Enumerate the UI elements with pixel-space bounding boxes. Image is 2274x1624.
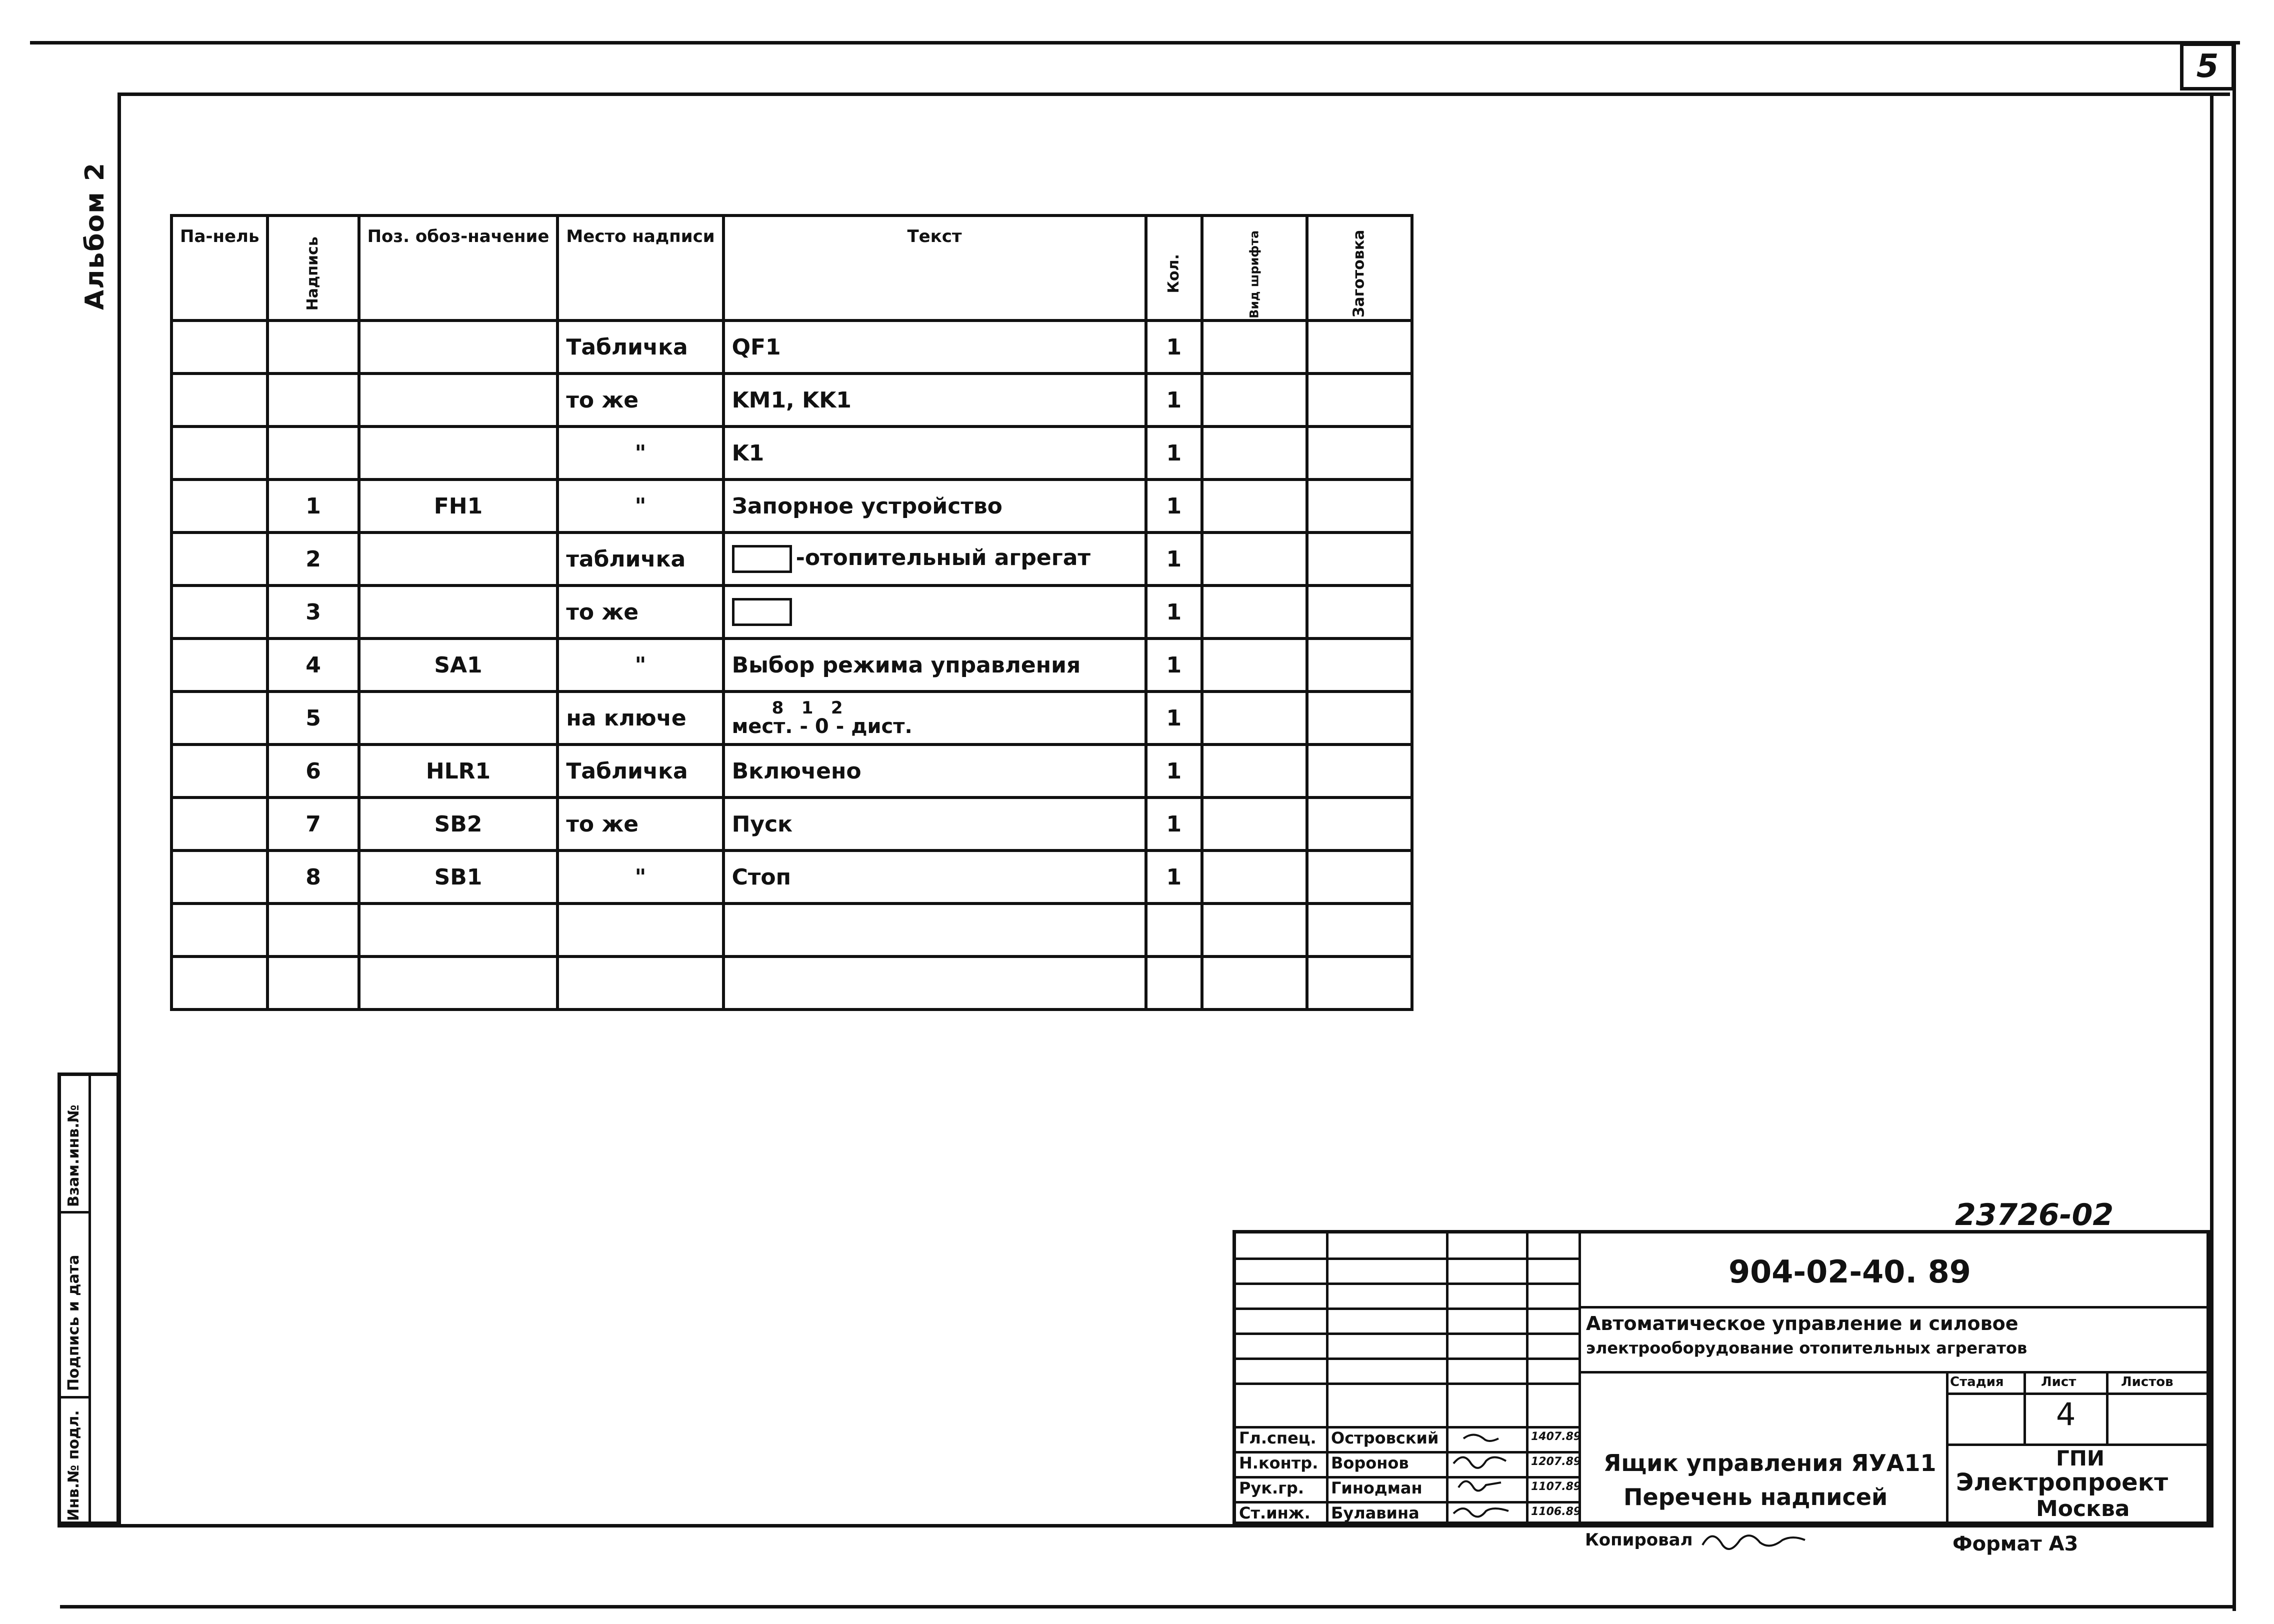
cell-text: KM1, KK1 bbox=[724, 374, 1146, 426]
table-row bbox=[172, 850, 1412, 904]
copier-signature bbox=[1700, 1525, 1810, 1555]
cell-font bbox=[1202, 798, 1307, 850]
cell-blank bbox=[1307, 744, 1412, 798]
signer-name: Гинодман bbox=[1331, 1478, 1422, 1498]
cell-panel bbox=[172, 692, 268, 744]
cell-qty bbox=[1146, 904, 1202, 956]
cell-blank bbox=[1307, 692, 1412, 744]
header-font: Вид шрифта bbox=[1202, 216, 1307, 320]
cell-text bbox=[724, 586, 1146, 638]
cell-blank bbox=[1307, 586, 1412, 638]
cell-qty: 1 bbox=[1146, 850, 1202, 904]
copied-by-label: Копировал bbox=[1585, 1530, 1693, 1550]
cell-qty: 1 bbox=[1146, 638, 1202, 692]
page-number: 5 bbox=[2180, 42, 2235, 90]
cell-font bbox=[1202, 480, 1307, 532]
cell-label: 1 bbox=[268, 480, 358, 532]
cell-blank bbox=[1307, 374, 1412, 426]
organization-line-2: Электропроект bbox=[1956, 1468, 2168, 1496]
cell-label bbox=[268, 956, 358, 1010]
cell-text: K1 bbox=[724, 426, 1146, 480]
frame-right-line bbox=[2210, 92, 2214, 1528]
cell-qty: 1 bbox=[1146, 374, 1202, 426]
cell-pos bbox=[359, 692, 558, 744]
cell-panel bbox=[172, 798, 268, 850]
cell-label: 7 bbox=[268, 798, 358, 850]
table-header-row bbox=[172, 216, 1412, 320]
table-row bbox=[172, 320, 1412, 374]
inscriptions-table bbox=[170, 214, 1414, 1011]
cell-qty: 1 bbox=[1146, 480, 1202, 532]
cell-text bbox=[724, 904, 1146, 956]
cell-place bbox=[558, 956, 723, 1010]
header-label: Надпись bbox=[268, 216, 358, 320]
copy-number: 23726-02 bbox=[1955, 1198, 2114, 1232]
table-row bbox=[172, 798, 1412, 850]
sheet-value: 4 bbox=[2056, 1396, 2076, 1432]
cell-label bbox=[268, 426, 358, 480]
cell-blank bbox=[1307, 320, 1412, 374]
cell-text bbox=[724, 956, 1146, 1010]
organization-line-1: ГПИ bbox=[2056, 1446, 2105, 1470]
cell-place: табличка bbox=[558, 532, 723, 586]
table-row bbox=[172, 904, 1412, 956]
project-title-line-1: Автоматическое управление и силовое bbox=[1586, 1312, 2018, 1334]
sheets-label: Листов bbox=[2121, 1374, 2174, 1390]
header-place: Место надписи bbox=[558, 216, 723, 320]
cell-pos: SA1 bbox=[359, 638, 558, 692]
signer-date: 1407.89 bbox=[1531, 1430, 1582, 1443]
sheet-label: Лист bbox=[2041, 1374, 2076, 1390]
cell-blank bbox=[1307, 956, 1412, 1010]
cell-pos bbox=[359, 374, 558, 426]
cell-font bbox=[1202, 850, 1307, 904]
cell-font bbox=[1202, 426, 1307, 480]
cell-qty bbox=[1146, 956, 1202, 1010]
cell-pos: HLR1 bbox=[359, 744, 558, 798]
signer-role: Рук.гр. bbox=[1239, 1478, 1304, 1498]
cell-panel bbox=[172, 532, 268, 586]
table-row bbox=[172, 532, 1412, 586]
header-blank: Заготовка bbox=[1307, 216, 1412, 320]
header-text: Текст bbox=[724, 216, 1146, 320]
cell-text: Пуск bbox=[724, 798, 1146, 850]
cell-pos bbox=[359, 904, 558, 956]
cell-text: Включено bbox=[724, 744, 1146, 798]
signer-date: 1207.89 bbox=[1531, 1456, 1582, 1468]
cell-panel bbox=[172, 904, 268, 956]
cell-blank bbox=[1307, 850, 1412, 904]
cell-qty: 1 bbox=[1146, 744, 1202, 798]
signer-name: Булавина bbox=[1331, 1504, 1420, 1522]
cell-blank bbox=[1307, 426, 1412, 480]
blank-box bbox=[732, 598, 792, 626]
cell-label: 3 bbox=[268, 586, 358, 638]
cell-font bbox=[1202, 904, 1307, 956]
cell-text: Стоп bbox=[724, 850, 1146, 904]
stamp-label-replace: Взам.инв.№ bbox=[65, 1104, 82, 1207]
cell-label: 6 bbox=[268, 744, 358, 798]
cell-place: то же bbox=[558, 374, 723, 426]
cell-label bbox=[268, 904, 358, 956]
cell-place: то же bbox=[558, 798, 723, 850]
cell-text: QF1 bbox=[724, 320, 1146, 374]
signer-role: Ст.инж. bbox=[1239, 1504, 1310, 1522]
cell-place: " bbox=[558, 480, 723, 532]
header-qty: Кол. bbox=[1146, 216, 1202, 320]
cell-label: 4 bbox=[268, 638, 358, 692]
cell-panel bbox=[172, 956, 268, 1010]
signer-name: Островский bbox=[1331, 1428, 1439, 1448]
table-row bbox=[172, 586, 1412, 638]
cell-blank bbox=[1307, 798, 1412, 850]
cell-pos: SB2 bbox=[359, 798, 558, 850]
format-label: Формат А3 bbox=[1952, 1532, 2078, 1556]
cell-panel bbox=[172, 850, 268, 904]
signer-role: Н.контр. bbox=[1239, 1454, 1318, 1472]
cell-qty: 1 bbox=[1146, 320, 1202, 374]
signer-date: 1107.89 bbox=[1531, 1480, 1582, 1493]
cell-qty: 1 bbox=[1146, 798, 1202, 850]
cell-pos bbox=[359, 320, 558, 374]
cell-place: то же bbox=[558, 586, 723, 638]
project-title-line-2: электрооборудование отопительных агрегатов bbox=[1586, 1338, 2028, 1358]
cell-pos bbox=[359, 586, 558, 638]
cell-font bbox=[1202, 956, 1307, 1010]
cell-place: " bbox=[558, 638, 723, 692]
drawing-title-line-1: Ящик управления ЯУА11 bbox=[1604, 1450, 1936, 1476]
top-border-line bbox=[30, 41, 2240, 44]
cell-panel bbox=[172, 374, 268, 426]
cell-font bbox=[1202, 320, 1307, 374]
cell-text: 8 1 2 мест. - 0 - дист. bbox=[724, 692, 1146, 744]
cell-qty: 1 bbox=[1146, 692, 1202, 744]
drawing-title-line-2: Перечень надписей bbox=[1624, 1484, 1888, 1510]
cell-pos: SB1 bbox=[359, 850, 558, 904]
cell-panel bbox=[172, 320, 268, 374]
cell-blank bbox=[1307, 638, 1412, 692]
album-label: Альбом 2 bbox=[80, 162, 110, 310]
document-code: 904-02-40. 89 bbox=[1728, 1254, 1971, 1290]
table-row bbox=[172, 744, 1412, 798]
bottom-border-line bbox=[60, 1605, 2235, 1608]
cell-pos bbox=[359, 956, 558, 1010]
cell-qty: 1 bbox=[1146, 532, 1202, 586]
cell-blank bbox=[1307, 480, 1412, 532]
cell-text: Выбор режима управления bbox=[724, 638, 1146, 692]
cell-pos bbox=[359, 426, 558, 480]
cell-qty: 1 bbox=[1146, 426, 1202, 480]
cell-blank bbox=[1307, 904, 1412, 956]
cell-qty: 1 bbox=[1146, 586, 1202, 638]
header-pos: Поз. обоз-начение bbox=[359, 216, 558, 320]
cell-font bbox=[1202, 692, 1307, 744]
table-row bbox=[172, 638, 1412, 692]
table-row bbox=[172, 956, 1412, 1010]
outer-right-line bbox=[2232, 41, 2236, 1611]
cell-label bbox=[268, 374, 358, 426]
blank-box bbox=[732, 545, 792, 573]
cell-panel bbox=[172, 744, 268, 798]
signatures-svg bbox=[1448, 1428, 1524, 1524]
cell-place: Табличка bbox=[558, 320, 723, 374]
cell-font bbox=[1202, 744, 1307, 798]
stamp-label-inv: Инв.№ подл. bbox=[65, 1410, 82, 1521]
stage-label: Стадия bbox=[1950, 1374, 2004, 1390]
cell-pos: FH1 bbox=[359, 480, 558, 532]
cell-place: " bbox=[558, 850, 723, 904]
cell-label: 8 bbox=[268, 850, 358, 904]
table-row bbox=[172, 374, 1412, 426]
cell-place: Табличка bbox=[558, 744, 723, 798]
cell-place bbox=[558, 904, 723, 956]
frame-top-line bbox=[118, 92, 2230, 96]
cell-font bbox=[1202, 532, 1307, 586]
cell-font bbox=[1202, 374, 1307, 426]
signer-name: Воронов bbox=[1331, 1454, 1409, 1472]
cell-blank bbox=[1307, 532, 1412, 586]
cell-pos bbox=[359, 532, 558, 586]
title-block bbox=[1232, 1230, 2210, 1525]
table-row bbox=[172, 426, 1412, 480]
cell-panel bbox=[172, 426, 268, 480]
cell-place: на ключе bbox=[558, 692, 723, 744]
cell-label: 2 bbox=[268, 532, 358, 586]
header-panel: Па-нель bbox=[172, 216, 268, 320]
cell-panel bbox=[172, 638, 268, 692]
cell-panel bbox=[172, 480, 268, 532]
left-stamp-column bbox=[58, 1072, 120, 1525]
table-row bbox=[172, 480, 1412, 532]
cell-font bbox=[1202, 586, 1307, 638]
cell-place: " bbox=[558, 426, 723, 480]
cell-font bbox=[1202, 638, 1307, 692]
cell-label: 5 bbox=[268, 692, 358, 744]
cell-label bbox=[268, 320, 358, 374]
signer-date: 1106.89 bbox=[1531, 1506, 1582, 1518]
organization-line-3: Москва bbox=[2036, 1496, 2130, 1522]
stamp-label-sign: Подпись и дата bbox=[65, 1254, 82, 1391]
table-row bbox=[172, 692, 1412, 744]
cell-text: -отопительный агрегат bbox=[724, 532, 1146, 586]
cell-text: Запорное устройство bbox=[724, 480, 1146, 532]
cell-panel bbox=[172, 586, 268, 638]
signer-role: Гл.спец. bbox=[1239, 1428, 1316, 1448]
